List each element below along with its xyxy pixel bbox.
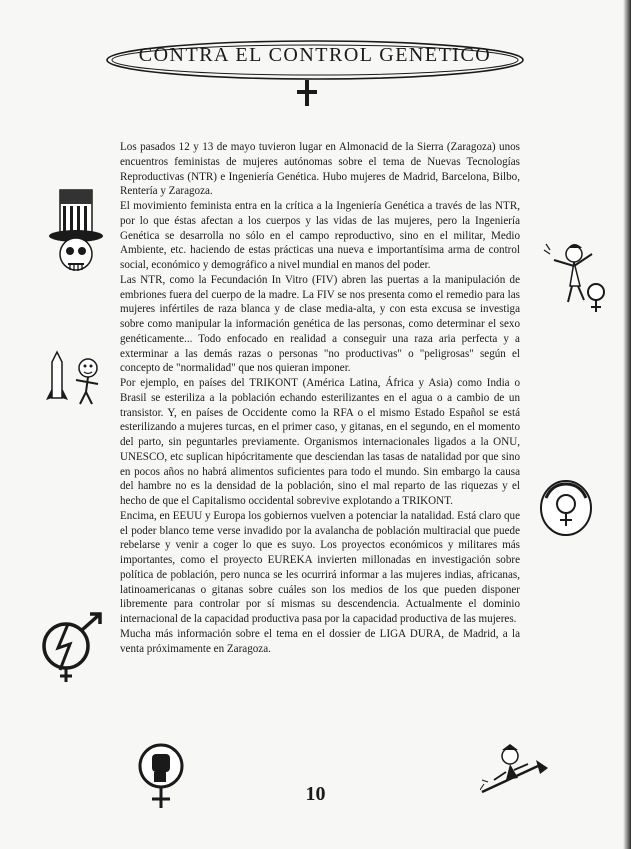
dancing-woman-venus-icon: [540, 240, 612, 321]
paragraph-intro: Los pasados 12 y 13 de mayo tuvieron lugar en Almonacid de la Sierra (Zaragoza) unos encuentros feministas de mujeres autónomas sobre el tema de Nuevas Tecnologías Reproductivas (NTR) e Ingeniería Genética. Hubo mujeres de Madrid, Barcelona, Bilbo, Rentería y Zaragoza.: [120, 141, 520, 198]
broken-male-symbol-icon: [34, 612, 114, 693]
paragraph-more-info: Mucha más información sobre el tema en el dossier de LIGA DURA, de Madrid, a la venta próximamente en Zaragoza.: [120, 627, 520, 655]
woman-face-venus-icon: [538, 478, 594, 551]
article-body: [120, 140, 520, 656]
rocket-figure-icon: [40, 350, 108, 413]
paragraph-eeuu-europa: Encima, en EEUU y Europa los gobiernos vuelven a potenciar la natalidad. Está claro que el poder blanco teme verse invadido por la avalancha de población multiracial que puede rebelarse y venir a coger lo que es suyo. Los proyectos económicos y militares más importantes, como el proyecto EUREKA invierten millonadas en investigación sobre política de población, pero nunca se les ocurrirá informar a las mujeres indias, africanas, latinoamericanas o gitanas sobre cuáles son los medios de los que pueden disponer libremente para controlar por sí mismas su descendencia. Actualmente el dominio internacional de la capacidad productiva pasa por la capacidad productiva de las mujeres.: [120, 509, 520, 625]
paragraph-feminist-movement: El movimiento feminista entra en la crítica a la Ingeniería Genética a través de las NTR, por lo que éstas afectan a los cuerpos y las vidas de las mujeres, pero la Ingeniería Genética se desarrolla no sólo en el campo reproductivo, sino en el militar, Medio Ambiente, etc. haciendo de estas prácticas una nueva e importantísima arma de control social, económico y demográfico a nivel mundial en manos del poder.: [120, 200, 520, 271]
top-hat-skull-icon: [46, 188, 108, 285]
page-number: 10: [305, 783, 326, 805]
page-title: CONTRA EL CONTROL GENETICO: [138, 44, 492, 66]
paragraph-trikont: Por ejemplo, en países del TRIKONT (América Latina, África y Asia) como India o Brasil se esteriliza a la población echando esterilizantes en el agua o a cambio de un transistor. Y, en países de Occidente como la RFA o el mismo Estado Español se está esterilizando a mujeres turcas, en el primer caso, y gitanas, en el segundo, en el momento del parto, sin peguntarles previamente. Organismos internacionales ligados a la ONU, UNESCO, etc suplican hipócritamente que desciendan las tasas de natalidad por que sino en pocos años no habrá alimentos suficientes para todo el mundo. Sin embargo la causa del hambre no es la densidad de la población, sino el mal reparto de las riquezas y el hecho de que el Capitalismo occidental sobrevive explotando a TRIKONT.: [120, 377, 520, 507]
paragraph-ntr-fiv: Las NTR, como la Fecundación In Vitro (FIV) abren las puertas a la manipulación de embriones fuera del cuerpo de la madre. La FIV se nos presenta como el remedio para las mujeres infértiles de raza blanca y de clase media-alta, y con esta excusa se investiga sobre como manipular la información genética de las personas, como determinar el sexo genéticamente... Todo enfocado en realidad a conseguir una raza aria perfecta y a exterminar a las demás razas o personas "no productivas" o "peligrosas" según el concepto de "normalidad" que nos quieran imponer.: [120, 273, 520, 375]
title-banner: [103, 36, 527, 84]
scan-edge: [623, 0, 631, 849]
cross-icon: [295, 80, 319, 111]
